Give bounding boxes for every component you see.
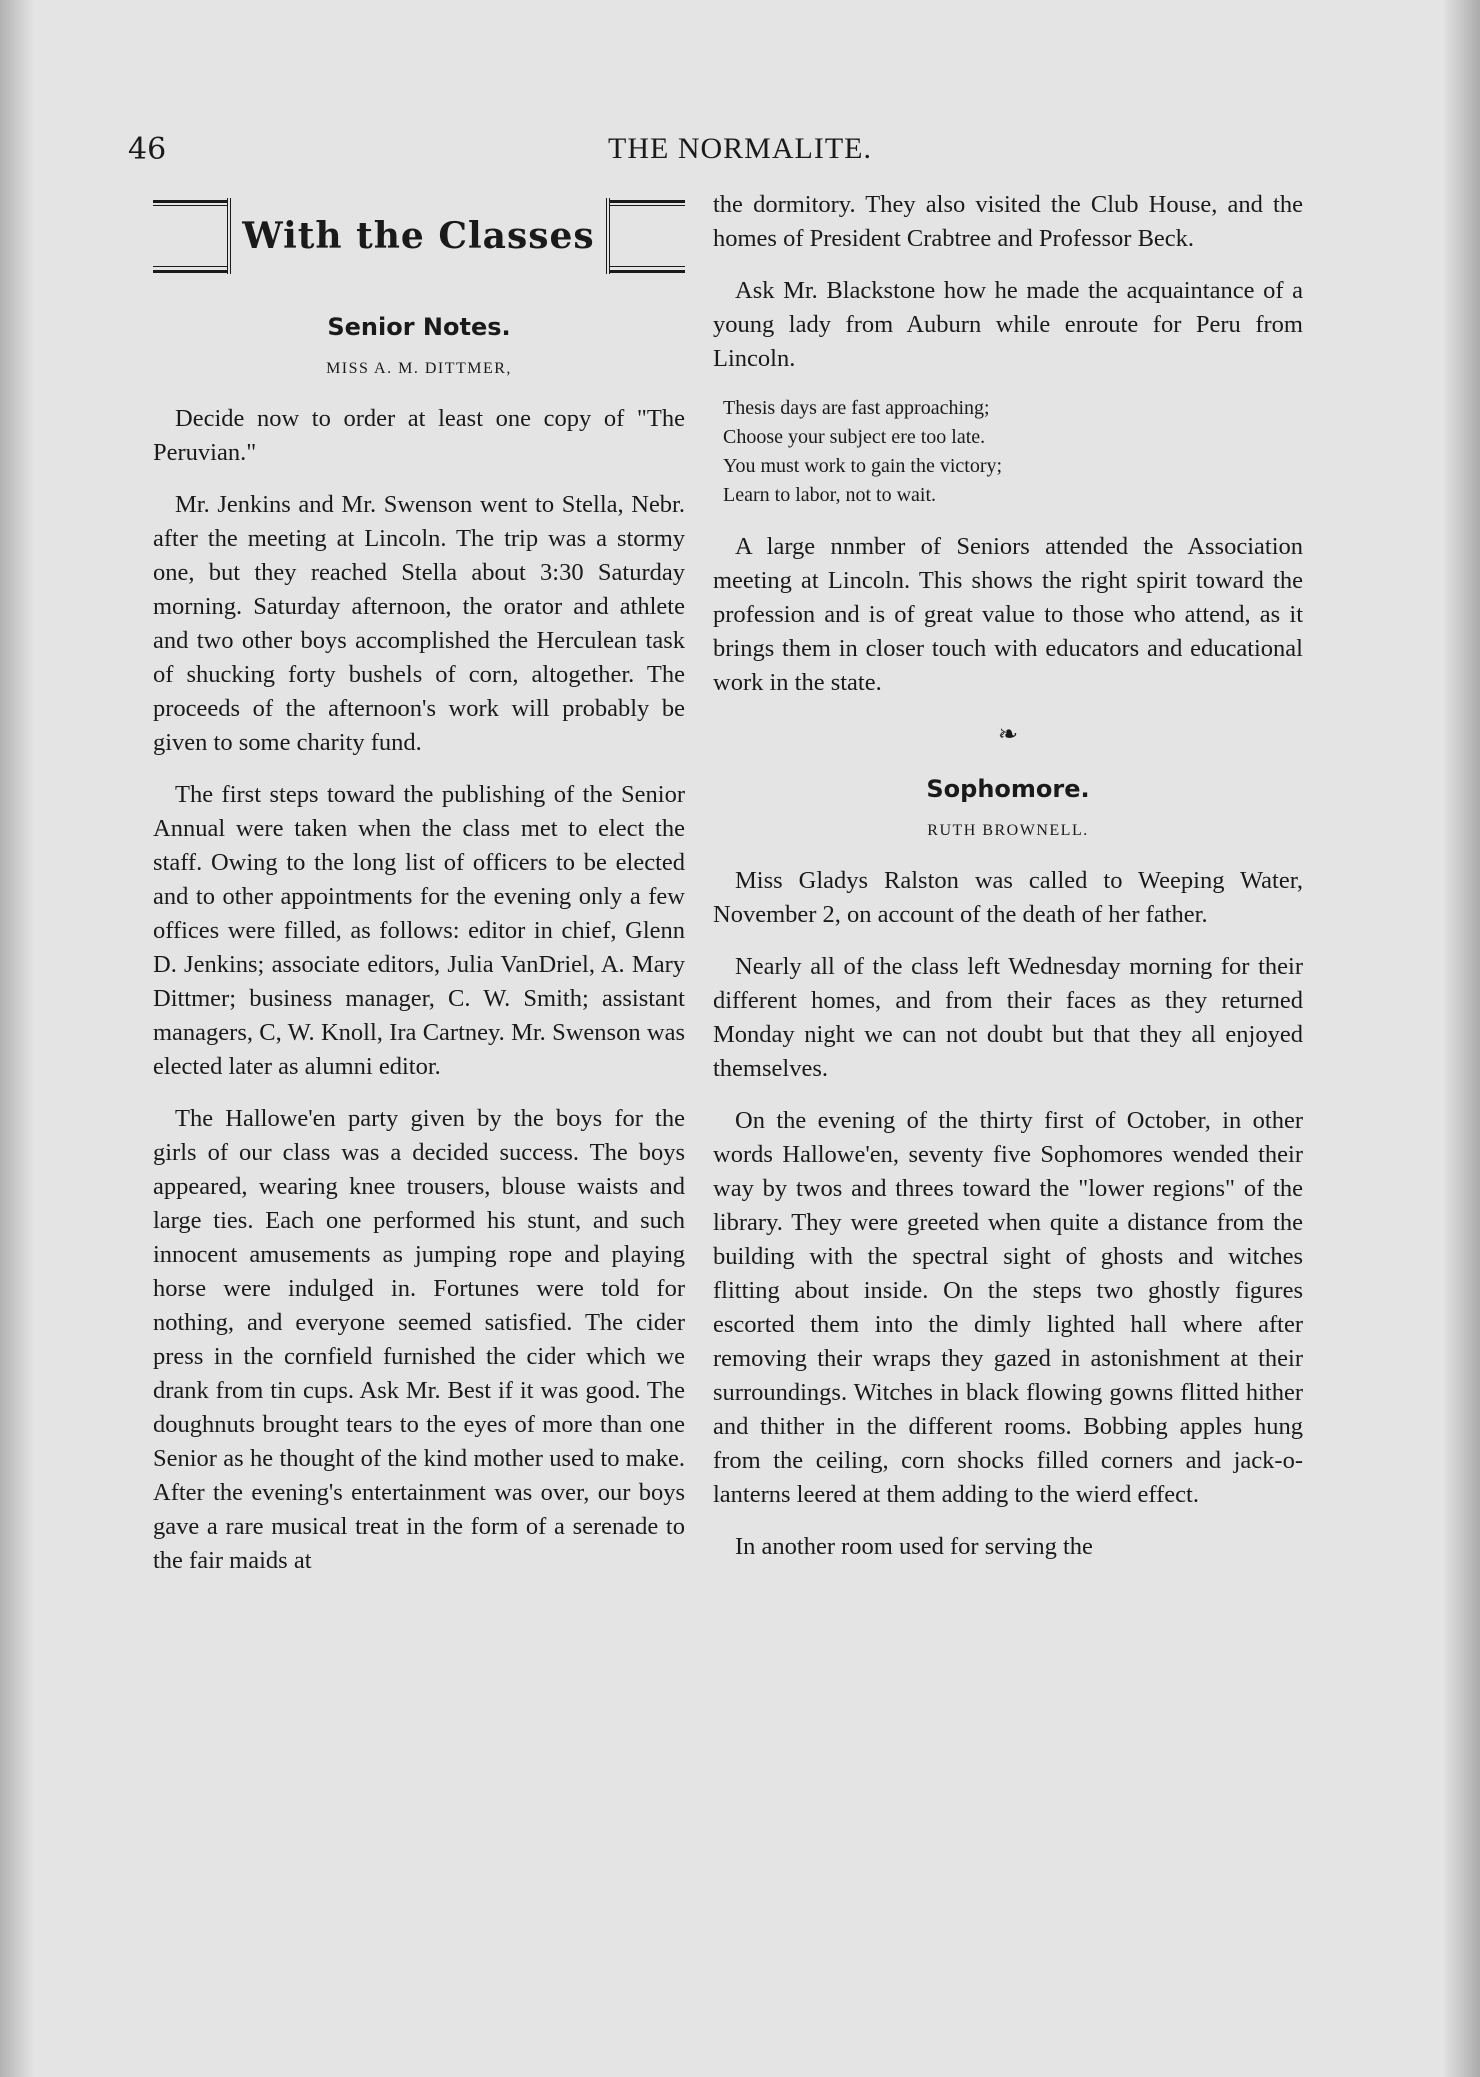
ornament-icon: ❧ bbox=[997, 722, 1019, 748]
poem-line: Thesis days are fast approaching; bbox=[723, 397, 990, 419]
section-banner bbox=[153, 188, 685, 284]
senior-paragraph: The first steps toward the publishing of the Senior Annual were taken when the class met to elect the staff. Owing to the long list of officers to be elected and to other appointments for the evening only a few offices were filled, as follows: editor in chief, Glenn D. Jenkins; associate editors, Julia VanDriel, A. Mary Dittmer; business manager, C. W. Smith; assistant managers, C, W. Knoll, Ira Cartney. Mr. Swenson was elected later as alumni editor. bbox=[153, 781, 685, 1080]
page-number: 46 bbox=[128, 132, 167, 167]
sophomore-paragraph: On the evening of the thirty first of October, in other words Hallowe'en, seventy five Sophomores wended their way by twos and threes toward the "lower regions" of the library. They were greeted when quite a distance from the building with the spectral sight of ghosts and witches flitting about inside. On the steps two ghostly figures escorted them into the dimly lighted hall where after removing their wraps they gazed in astonishment at their surroundings. Witches in black flowing gowns flitted hither and thither in the different rooms. Bobbing apples hung from the ceiling, corn shocks filled corners and jack-o-lanterns leered at them adding to the wierd effect. bbox=[713, 1107, 1303, 1508]
senior-paragraph: The Hallowe'en party given by the boys for the girls of our class was a decided success. The boys appeared, wearing knee trousers, blouse waists and large ties. Each one performed his stunt, and such innocent amusements as jumping rope and playing horse were indulged in. Fortunes were told for nothing, and everyone seemed satisfied. The cider press in the cornfield furnished the cider which we drank from tin cups. Ask Mr. Best if it was good. The doughnuts brought tears to the eyes of more than one Senior as he thought of the kind mother used to make. After the evening's entertainment was over, our boys gave a rare musical treat in the form of a serenade to the fair maids at bbox=[153, 1105, 685, 1574]
senior-paragraph: Ask Mr. Blackstone how he made the acquaintance of a young lady from Auburn while enroute for Peru from Lincoln. bbox=[713, 277, 1303, 372]
senior-paragraph: A large nnmber of Seniors attended the Association meeting at Lincoln. This shows the right spirit toward the profession and is of great value to those who attend, as it brings them in closer touch with educators and educational work in the state. bbox=[713, 533, 1303, 696]
poem-line: Learn to labor, not to wait. bbox=[723, 484, 937, 506]
left-column bbox=[153, 188, 685, 1596]
poem-line: You must work to gain the victory; bbox=[723, 455, 1003, 477]
senior-paragraph: Decide now to order at least one copy of "The Peruvian." bbox=[153, 405, 685, 466]
senior-notes-byline: MISS A. M. DITTMER, bbox=[326, 360, 512, 377]
senior-poem bbox=[723, 394, 1303, 510]
sophomore-paragraph: Nearly all of the class left Wednesday morning for their different homes, and from their faces as they returned Monday night we can not doubt but that they all enjoyed themselves. bbox=[713, 953, 1303, 1082]
right-column bbox=[713, 188, 1303, 1582]
banner-title: With the Classes bbox=[227, 198, 610, 274]
senior-paragraph-continued: the dormitory. They also visited the Club House, and the homes of President Crabtree and Professor Beck. bbox=[713, 191, 1303, 252]
senior-paragraph: Mr. Jenkins and Mr. Swenson went to Stella, Nebr. after the meeting at Lincoln. The trip was a stormy one, but they reached Stella about 3:30 Saturday morning. Saturday afternoon, the orator and athlete and two other boys accomplished the Herculean task of shucking forty bushels of corn, altogether. The proceeds of the afternoon's work will probably be given to some charity fund. bbox=[153, 491, 685, 756]
sophomore-paragraph: In another room used for serving the bbox=[735, 1533, 1093, 1560]
sophomore-heading: Sophomore. bbox=[926, 775, 1090, 803]
sophomore-paragraph: Miss Gladys Ralston was called to Weeping Water, November 2, on account of the death of her father. bbox=[713, 867, 1303, 928]
senior-notes-heading: Senior Notes. bbox=[327, 313, 511, 341]
sophomore-byline: RUTH BROWNELL. bbox=[927, 822, 1089, 839]
running-title: THE NORMALITE. bbox=[608, 132, 872, 165]
poem-line: Choose your subject ere too late. bbox=[723, 426, 986, 448]
